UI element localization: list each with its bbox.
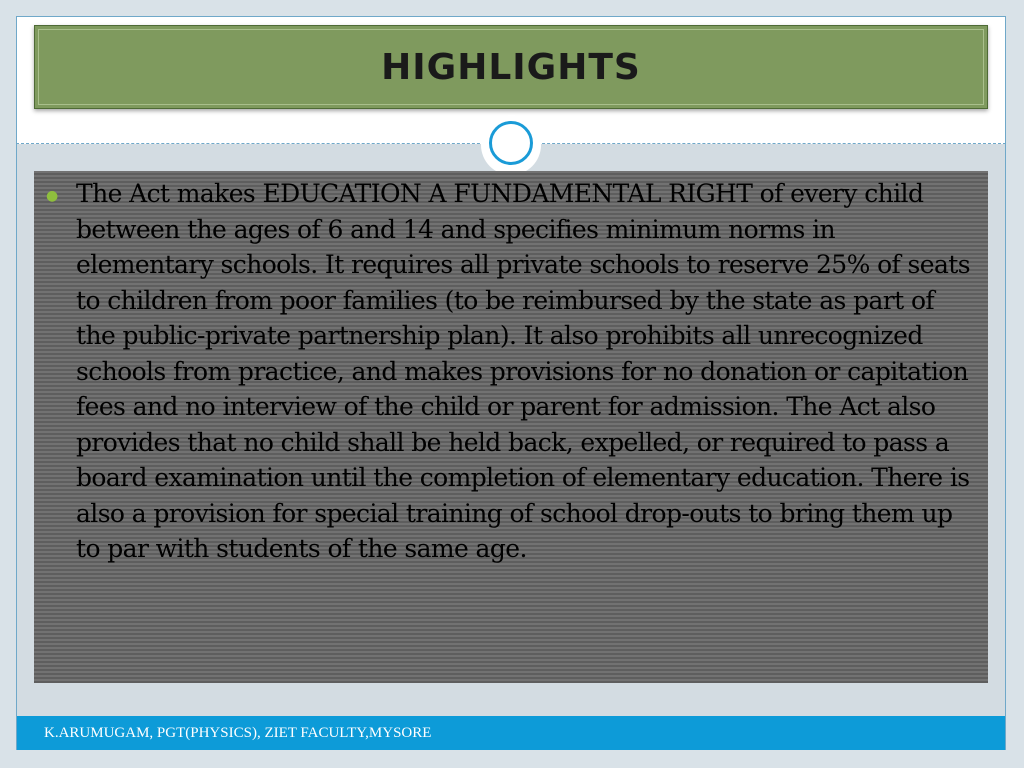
circle-ring-icon	[489, 121, 533, 165]
bullet-text: The Act makes EDUCATION A FUNDAMENTAL RIGHT of every child between the ages of 6 and 14 and specifies minimum norms in elementary schools. It requires all private schools to reserve 25% of seats to children from poor families (to be reimbursed by the state as part of the public-private partnership plan). It also prohibits all unrecognized schools from practice, and makes provisions for no donation or capitation fees and no interview of the child or parent for admission. The Act also provides that no child shall be held back, expelled, or required to pass a board examination until the completion of elementary education. There is also a provision for special training of school drop-outs to bring them up to par with students of the same age.	[76, 179, 970, 563]
bullet-dot-icon: ●	[46, 188, 59, 204]
title-box	[34, 25, 988, 109]
slide-title: HIGHLIGHTS	[381, 46, 641, 88]
footer-text: K.ARUMUGAM, PGT(PHYSICS), ZIET FACULTY,MYSORE	[44, 725, 432, 741]
